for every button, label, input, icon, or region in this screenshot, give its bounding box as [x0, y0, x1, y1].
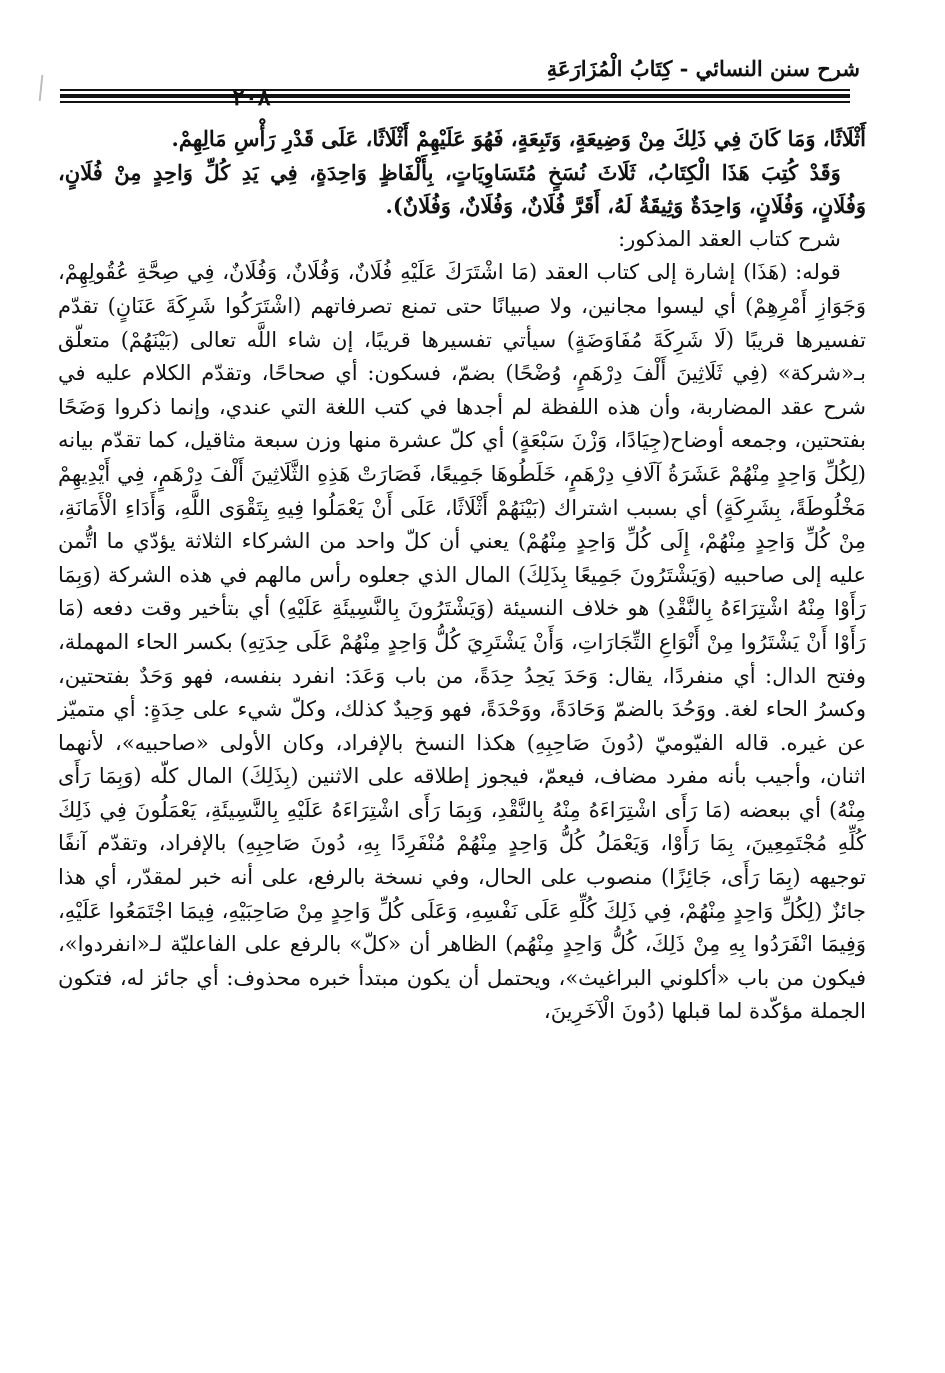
commentary-paragraph: قوله: (هَذَا) إشارة إلى كتاب العقد (مَا اشْتَرَكَ عَلَيْهِ فُلَانٌ، وَفُلَانٌ، وَفُلَانٌ، فِي صِحَّةِ عُقُولِهِمْ، وَجَوَازِ أَمْرِهِمْ) أي ليسوا مجانين، ولا صبيانًا حتى تمنع تصرفاتهم (اشْتَرَكُوا شَرِكَةَ عَنَانٍ) تقدّم تفسيرها قريبًا (لَا شَرِكَةَ مُفَاوَضَةٍ) سيأتي تفسيرها قريبًا، إن شاء اللَّه تعالى (بَيْنَهُمْ) متعلّق بـ«شركة» (فِي ثَلَاثِينَ أَلْفَ دِرْهَمٍ، وُضْحًا) بضمّ، فسكون: أي صحاحًا، وتقدّم الكلام عليه في شرح عقد المضاربة، وأن هذه اللفظة لم أجدها في كتب اللغة التي عندي، وإنما ذكروا وَضَحًا بفتحتين، وجمعه أوضاح(جِيَادًا، وَزْنَ سَبْعَةٍ) أي كلّ عشرة منها وزن سبعة مثاقيل، كما تقدّم بيانه (لِكُلِّ وَاحِدٍ مِنْهُمْ عَشَرَةُ آلَافِ دِرْهَمٍ، خَلَطُوهَا جَمِيعًا، فَصَارَتْ هَذِهِ الثَّلَاثِينَ أَلْفَ دِرْهَمٍ، فِي أَيْدِيهِمْ مَخْلُوطَةً، بِشَرِكَةٍ) أي بسبب اشتراك (بَيْنَهُمْ أَثْلَاثًا، عَلَى أَنْ يَعْمَلُوا فِيهِ بِتَقْوَى اللَّهِ، وَأَدَاءِ الْأَمَانَةِ، مِنْ كُلِّ وَاحِدٍ مِنْهُمْ، إِلَى كُلِّ وَاحِدٍ مِنْهُمْ) يعني أن كلّ واحد من الشركاء الثلاثة يؤدّي ما اتُّمن عليه إلى صاحبيه (وَيَشْتَرُونَ جَمِيعًا بِذَلِكَ) المال الذي جعلوه رأس مالهم في هذه الشركة (وَبِمَا رَأَوْا مِنْهُ اشْتِرَاءَهُ بِالنَّقْدِ) هو خلاف النسيئة (وَيَشْتَرُونَ بِالنَّسِيئَةِ عَلَيْهِ) أي بتأخير وقت دفعه (مَا رَأَوْا أَنْ يَشْتَرُوا مِنْ أَنْوَاعِ التِّجَارَاتِ، وَأَنْ يَشْتَرِيَ كُلُّ وَاحِدٍ مِنْهُمْ عَلَى حِدَتِهِ) بكسر الحاء المهملة، وفتح الدال: أي منفردًا، يقال: وَحَدَ يَحِدُ حِدَةً، من باب وَعَدَ: انفرد بنفسه، فهو وَحَدٌ بفتحتين، وكسرُ الحاء لغة. ووَحُدَ بالضمّ وَحَادَةً، ووَحْدَةً، فهو وَحِيدٌ كذلك، وكلّ شيء على حِدَةٍ: أي متميّز عن غيره. قاله الفيّوميّ (دُونَ صَاحِبِهِ) هكذا النسخ بالإفراد، وكان الأولى «صاحبيه»، لأنهما اثنان، وأجيب بأنه مفرد مضاف، فيعمّ، فيجوز إطلاقه على الاثنين (بِذَلِكَ) المال كلّه (وَبِمَا رَأَى مِنْهُ) أي ببعضه (مَا رَأَى اشْتِرَاءَهُ مِنْهُ بِالنَّقْدِ، وَبِمَا رَأَى اشْتِرَاءَهُ عَلَيْهِ بِالنَّسِيئَةِ، يَعْمَلُونَ فِي ذَلِكَ كُلِّهِ مُجْتَمِعِينَ، بِمَا رَأَوْا، وَيَعْمَلُ كُلُّ وَاحِدٍ مِنْهُمْ مُنْفَرِدًا بِهِ، دُونَ صَاحِبِهِ) بالإفراد، وتقدّم آنفًا توجيهه (بِمَا رَأَى، جَائِزًا) منصوب على الحال، وفي نسخة بالرفع، على أنه خبر لمقدّر، أي هذا جائزٌ (لِكُلِّ وَاحِدٍ مِنْهُمْ، فِي ذَلِكَ كُلِّهِ عَلَى نَفْسِهِ، وَعَلَى كُلِّ وَاحِدٍ مِنْ صَاحِبَيْهِ، فِيمَا اجْتَمَعُوا عَلَيْهِ، وَفِيمَا انْفَرَدُوا بِهِ مِنْ ذَلِكَ، كُلُّ وَاحِدٍ مِنْهُم) الظاهر أن «كلّ» بالرفع على الفاعليّة لـ«انفردوا»، فيكون من باب «أكلوني البراغيث»، ويحتمل أن يكون مبتدأ خبره محذوف: أي جائز له، فتكون الجملة مؤكّدة لما قبلها (دُونَ الْآخَرِينَ،	[58, 260, 866, 1024]
header-rule-thin-bottom	[60, 101, 850, 103]
main-text-block	[58, 122, 866, 1029]
header-title: شرح سنن النسائي - كِتَابُ الْمُزَارَعَةِ	[546, 56, 860, 81]
running-header	[60, 52, 860, 112]
header-rule-thin-top	[60, 89, 850, 91]
hadith-text-line-1: أَثْلَاثًا، وَمَا كَانَ فِي ذَلِكَ مِنْ وَضِيعَةٍ، وَتَبِعَةٍ، فَهُوَ عَلَيْهِمْ أَثْلَاثًا، عَلَى قَدْرِ رَأْسِ مَالِهِمْ.	[171, 126, 866, 151]
margin-pencil-mark	[39, 75, 44, 101]
hadith-text-line-2: وَقَدْ كُتِبَ هَذَا الْكِتَابُ، ثَلَاثَ نُسَخٍ مُتَسَاوِيَاتٍ، بِأَلْفَاظٍ وَاحِدَةٍ، فِي يَدِ كُلِّ وَاحِدٍ مِنْ فُلَانٍ، وَفُلَانٍ، وَفُلَانٍ، وَاحِدَةٌ وَثِيقَةٌ لَهُ، أَقَرَّ فُلَانٌ، وَفُلَانٌ، وَفُلَانٌ).	[58, 159, 866, 219]
commentary-heading: شرح كتاب العقد المذكور:	[618, 226, 841, 251]
header-rule-thick	[60, 94, 850, 98]
